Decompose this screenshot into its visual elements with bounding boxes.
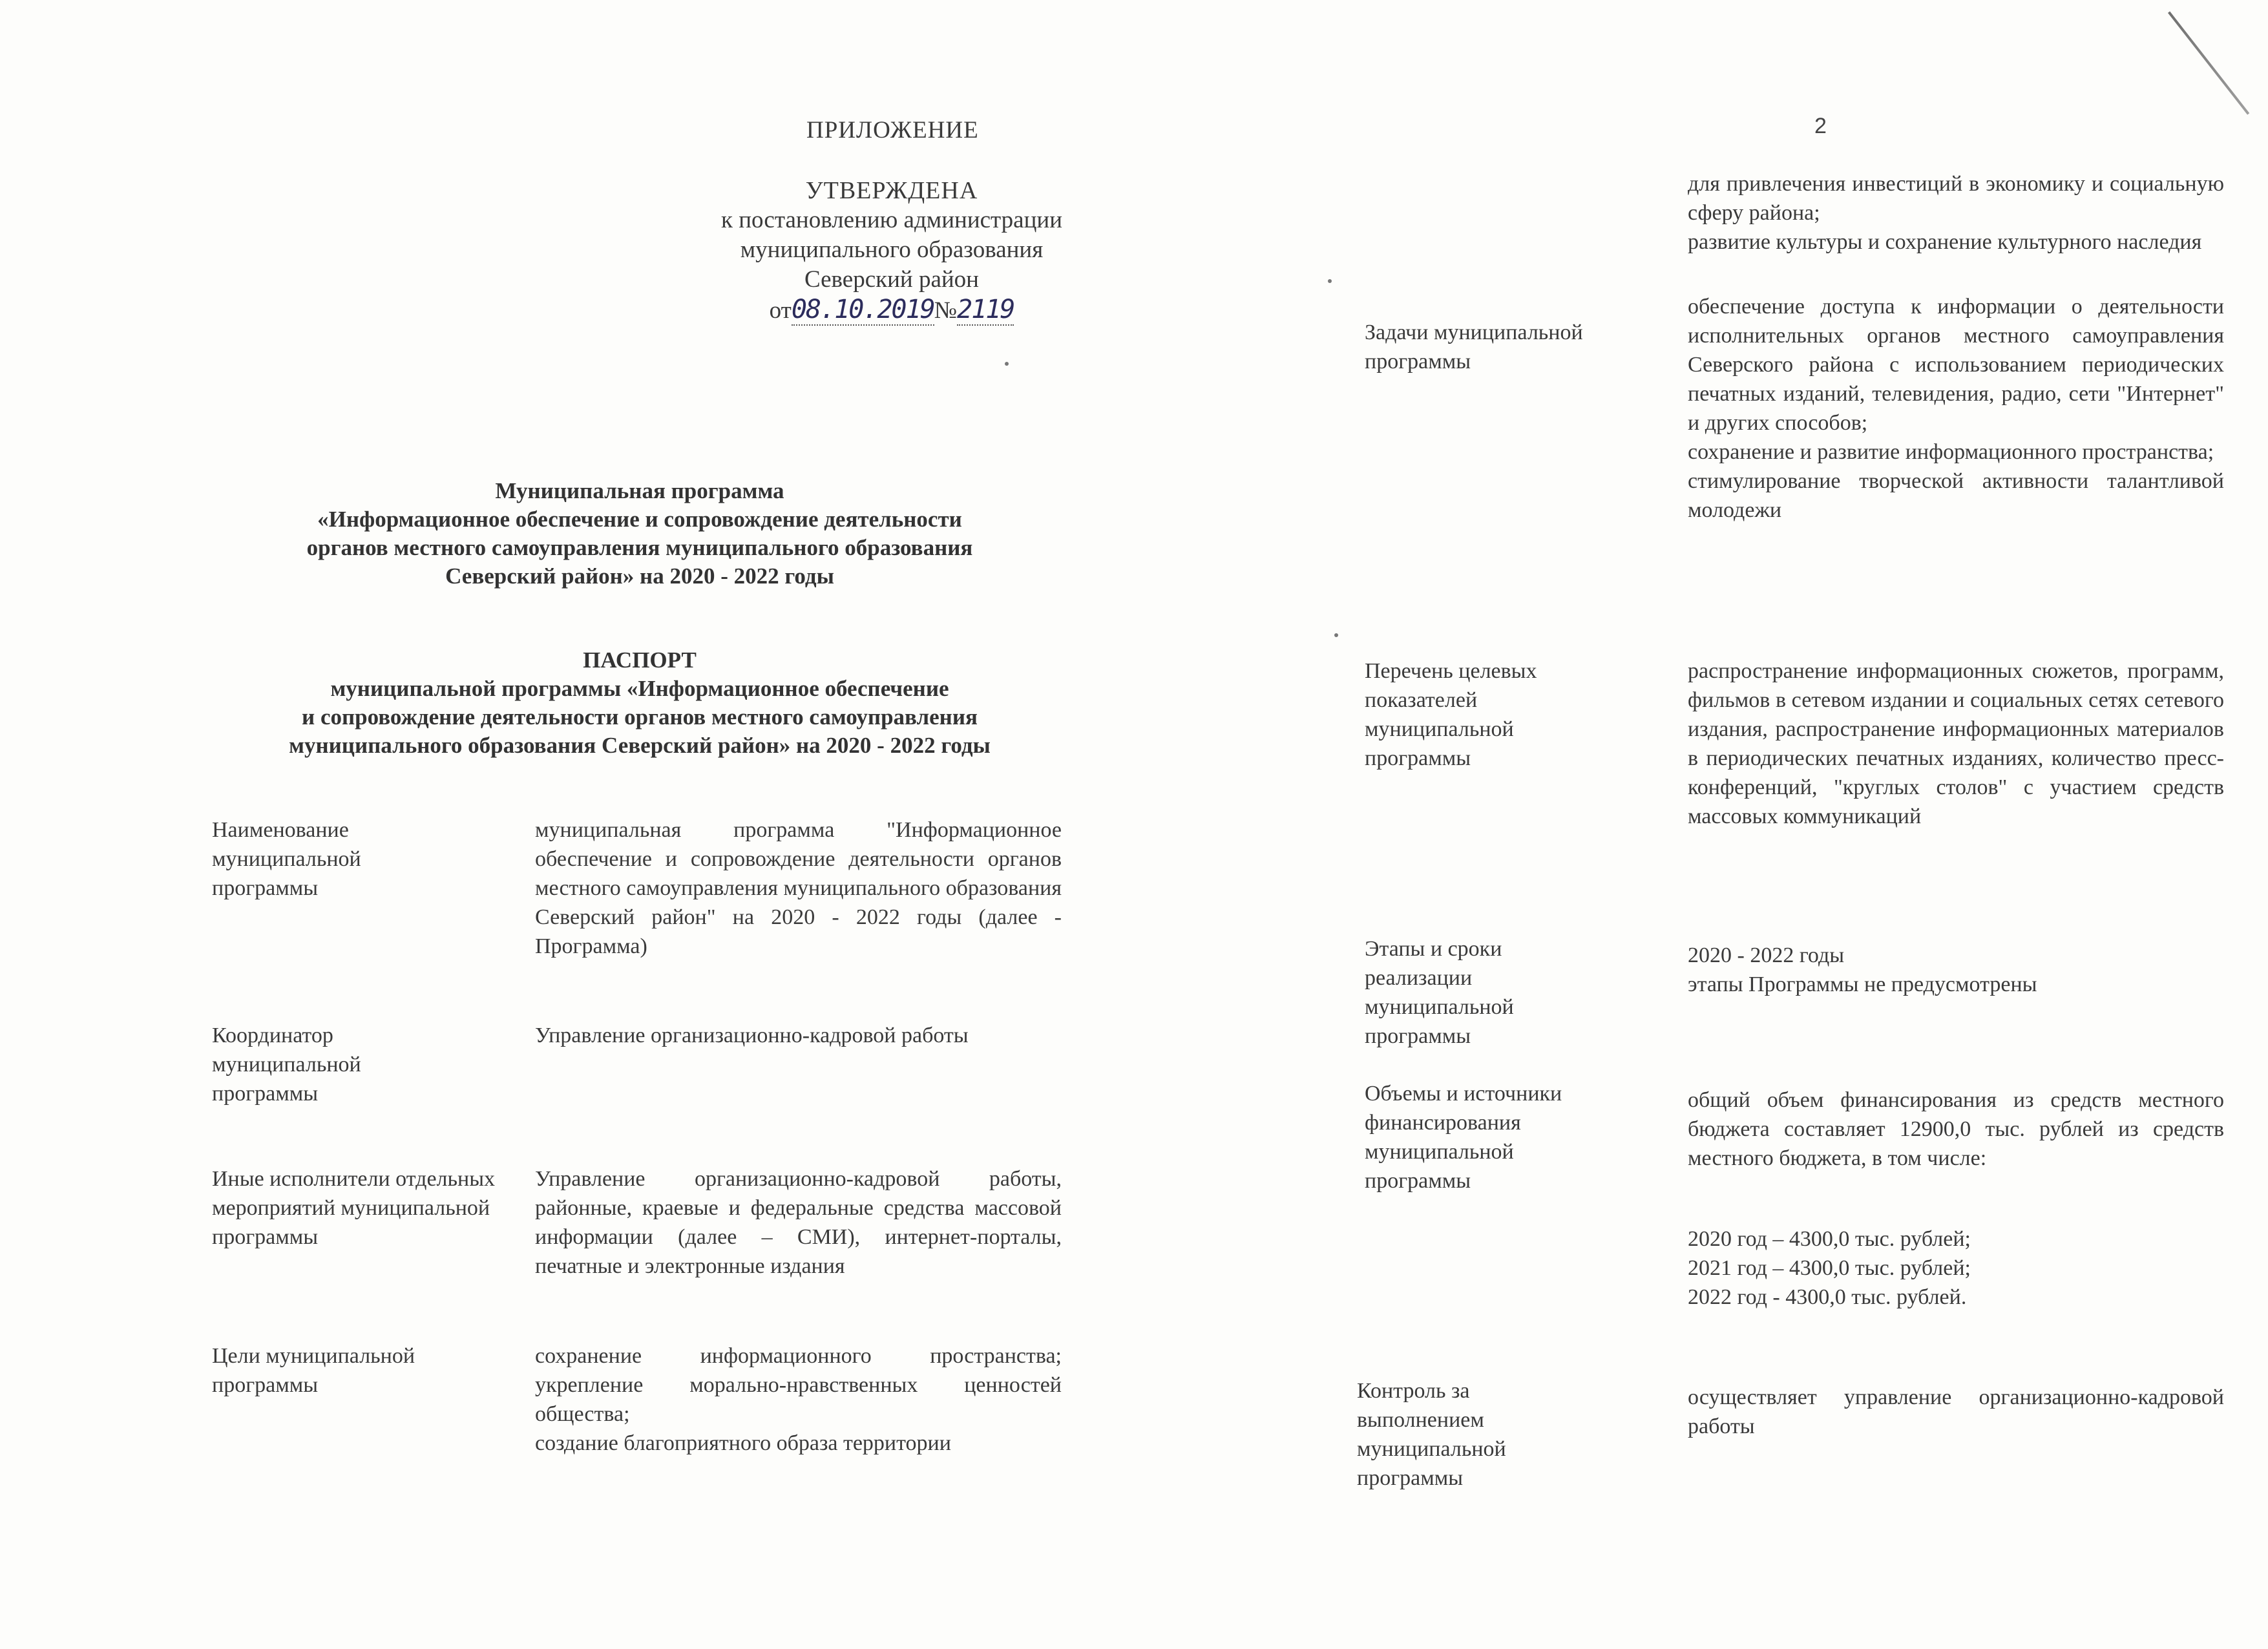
row-value: [535, 1021, 1062, 1050]
passport-title: [194, 646, 1086, 760]
row-value-text: сохранение информационного пространства; укрепление морально-нравственных ценностей общества;: [535, 1344, 1062, 1426]
row-label: Координатор муниципальной программы: [212, 1024, 361, 1106]
program-title-line-3: органов местного самоуправления муниципального образования: [306, 535, 973, 560]
appendix-label: ПРИЛОЖЕНИЕ: [806, 117, 979, 143]
row-value: [535, 1164, 1062, 1281]
row-value-text: муниципальная программа "Информационное обеспечение и сопровождение деятельности органов местного самоуправления муниципального образования Северский район" на 2020 - 2022 годы (далее - Программа): [535, 818, 1062, 958]
row-value: [1688, 1383, 2224, 1441]
goals-continuation: [1688, 169, 2224, 257]
row-value-text: общий объем финансирования из средств местного бюджета составляет 12900,0 тыс. рублей из средств местного бюджета, в том числе:: [1688, 1088, 2224, 1170]
row-value-text: обеспечение доступа к информации о деятельности исполнительных органов местного самоуправления Северского района с использованием периодических печатных изданий, телевидения, радио, сети "Интернет" и других способов;: [1688, 295, 2224, 435]
financing-year-2020: 2020 год – 4300,0 тыс. рублей;: [1688, 1227, 1971, 1251]
passport-title-line-4: муниципального образования Северский район» на 2020 - 2022 годы: [289, 733, 991, 758]
row-value-text: Управление организационно-кадровой работы: [535, 1024, 969, 1047]
row-label: Контроль за выполнением муниципальной программы: [1357, 1379, 1506, 1490]
financing-year-2021: 2021 год – 4300,0 тыс. рублей;: [1688, 1256, 1971, 1280]
row-value-text: 2020 - 2022 годы: [1688, 943, 1845, 967]
program-title: [194, 477, 1086, 591]
passport-title-line-3: и сопровождение деятельности органов местного самоуправления: [302, 704, 978, 730]
program-title-line-1: Муниципальная программа: [495, 478, 784, 503]
row-value-text: осуществляет управление организационно-кадровой работы: [1688, 1385, 2224, 1438]
approved-title: УТВЕРЖДЕНА: [805, 177, 978, 204]
approved-line-2: муниципального образования: [740, 236, 1044, 263]
row-label: Перечень целевых показателей муниципальной программы: [1365, 659, 1537, 770]
row-value-text-3: стимулирование творческой активности талантливой молодежи: [1688, 469, 2224, 522]
right-page: [1134, 0, 2268, 1649]
row-value-text-2: сохранение и развитие информационного пространства;: [1688, 440, 2214, 464]
approved-line-3: Северский район: [804, 266, 979, 293]
row-value-text: Управление организационно-кадровой работы, районные, краевые и федеральные средства массовой информации (далее – СМИ), интернет-порталы, печатные и электронные издания: [535, 1167, 1062, 1278]
handwritten-date: 08.10.2019: [791, 295, 934, 324]
row-value-text: распространение информационных сюжетов, программ, фильмов в сетевом издании и социальных сетях сетевого издания, распространение информационных материалов в периодических печатных изданиях, количество пресс-конференций, "круглых столов" с участием средств массовых коммуникаций: [1688, 659, 2224, 828]
scan-speck: [1005, 362, 1009, 366]
approved-line-1: к постановлению администрации: [720, 207, 1062, 233]
page-number: 2: [1814, 114, 1827, 138]
row-label: Задачи муниципальной программы: [1365, 320, 1583, 373]
approval-stamp-block: [569, 176, 1215, 326]
row-value: [1688, 941, 2224, 999]
row-value: [1688, 292, 2224, 525]
row-value: [1688, 656, 2224, 831]
pen-stroke-mark: [2168, 12, 2249, 115]
date-prefix: от: [769, 297, 792, 324]
row-value: [535, 815, 1062, 961]
row-value-text-2: создание благоприятного образа территории: [535, 1431, 951, 1455]
program-title-line-4: Северский район» на 2020 - 2022 годы: [445, 563, 834, 589]
row-value: [535, 1341, 1062, 1458]
goals-continuation-1: для привлечения инвестиций в экономику и социальную сферу района;: [1688, 172, 2224, 225]
row-value: [1688, 1086, 2224, 1312]
row-label: Иные исполнители отдельных мероприятий муниципальной программы: [212, 1167, 496, 1249]
approval-date-line: [569, 295, 1215, 326]
financing-year-2022: 2022 год - 4300,0 тыс. рублей.: [1688, 1285, 1967, 1309]
row-label: Цели муниципальной программы: [212, 1344, 415, 1397]
row-value-text-2: этапы Программы не предусмотрены: [1688, 972, 2037, 996]
scan-speck: [1334, 633, 1338, 637]
number-prefix: №: [934, 297, 957, 324]
row-label: Наименование муниципальной программы: [212, 818, 361, 900]
program-title-line-2: «Информационное обеспечение и сопровождение деятельности: [317, 507, 962, 532]
passport-heading: ПАСПОРТ: [583, 647, 697, 673]
goals-continuation-2: развитие культуры и сохранение культурного наследия: [1688, 230, 2202, 254]
scan-speck: [1328, 279, 1332, 283]
passport-title-line-2: муниципальной программы «Информационное обеспечение: [330, 676, 949, 701]
handwritten-number: 2119: [957, 295, 1014, 324]
row-label: Объемы и источники финансирования муниципальной программы: [1365, 1082, 1562, 1193]
row-label: Этапы и сроки реализации муниципальной программы: [1365, 937, 1514, 1048]
